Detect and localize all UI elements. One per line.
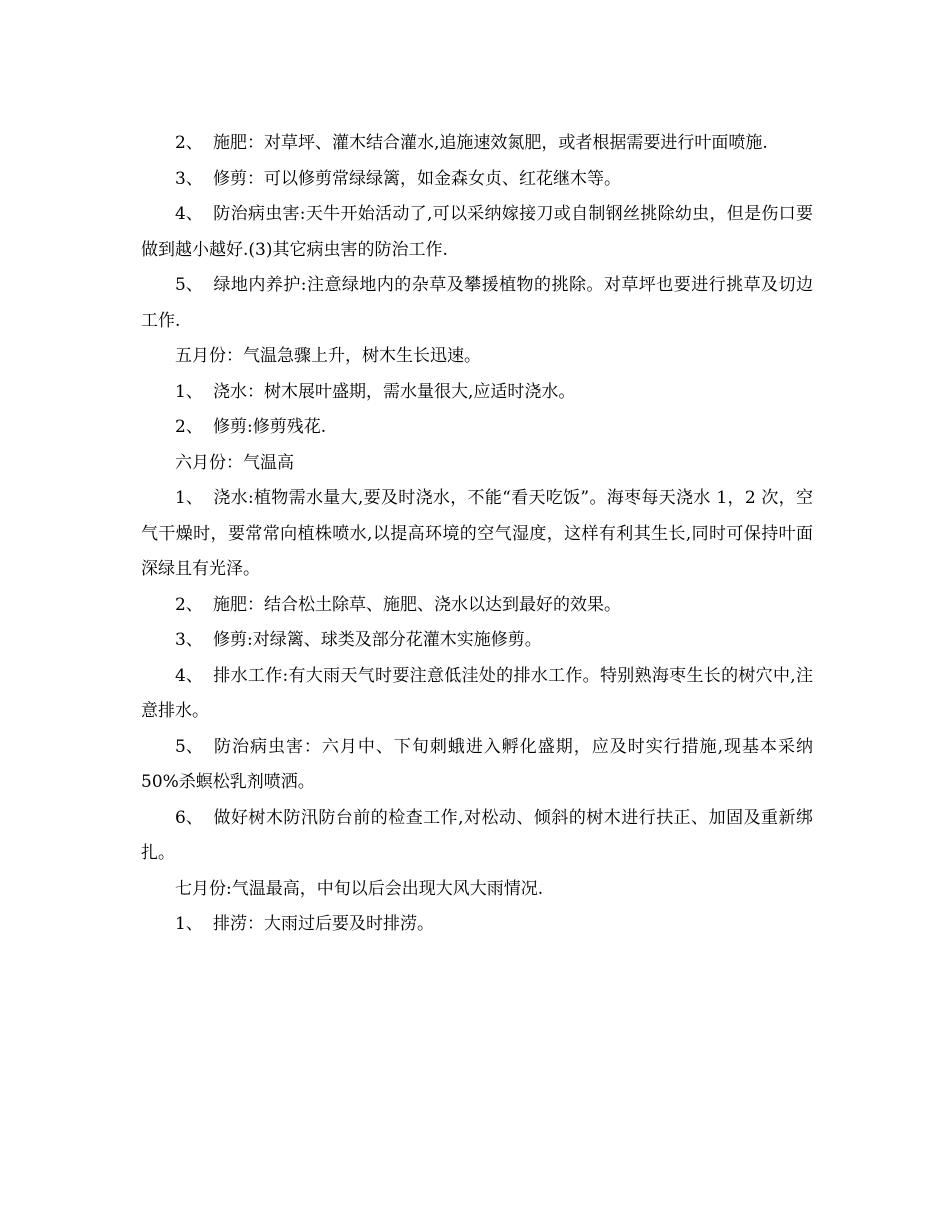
paragraph-typhoon-prep: [141, 801, 813, 872]
paragraph-text: 六月份：气温高: [175, 452, 294, 473]
paragraph-text: 修剪:对绿篱、球类及部分花灌木实施修剪。: [213, 630, 542, 650]
paragraph-green-space-care: [141, 268, 813, 339]
paragraph-text: 防治病虫害：六月中、下旬刺蛾进入孵化盛期，应及时实行措施,现基本采纳 50%杀螟松乳剂喷洒。: [141, 736, 813, 792]
heading-may: [141, 339, 813, 375]
paragraph-watering-may: [141, 375, 813, 411]
item-number: 2、: [175, 594, 203, 615]
paragraph-text: 修剪:修剪残花.: [213, 417, 327, 437]
paragraph-text: 施肥：结合松土除草、施肥、浇水以达到最好的效果。: [213, 594, 621, 615]
heading-july: [141, 872, 813, 908]
paragraph-text: 排水工作:有大雨天气时要注意低洼处的排水工作。特别熟海枣生长的树穴中,注意排水。: [141, 665, 813, 721]
paragraph-pest-control-april: [141, 197, 813, 268]
item-number: 3、: [175, 630, 203, 650]
paragraph-pruning-june: [141, 623, 813, 659]
item-number: 4、: [175, 204, 203, 224]
paragraph-fertilizing-april: [141, 126, 813, 162]
item-number: 1、: [175, 914, 203, 934]
item-number: 5、: [175, 275, 203, 295]
document-body: [141, 126, 813, 943]
paragraph-text: 五月份：气温急骤上升，树木生长迅速。: [175, 346, 481, 366]
paragraph-text: 浇水：树木展叶盛期，需水量很大,应适时浇水。: [213, 381, 576, 402]
paragraph-fertilizing-june: [141, 588, 813, 624]
paragraph-pest-control-june: [141, 730, 813, 801]
paragraph-text: 排涝：大雨过后要及时排涝。: [213, 914, 434, 934]
paragraph-watering-june: [141, 481, 813, 588]
paragraph-text: 七月份:气温最高，中旬以后会出现大风大雨情况.: [175, 878, 544, 899]
paragraph-text: 修剪：可以修剪常绿绿篱，如金森女贞、红花继木等。: [213, 168, 621, 189]
paragraph-text: 做好树木防汛防台前的检查工作,对松动、倾斜的树木进行扶正、加固及重新绑扎。: [141, 807, 813, 863]
item-number: 4、: [175, 665, 203, 686]
item-number: 1、: [175, 488, 203, 508]
item-number: 1、: [175, 381, 203, 402]
paragraph-flood-drainage-july: [141, 907, 813, 943]
paragraph-text: 施肥：对草坪、灌木结合灌水,追施速效氮肥，或者根据需要进行叶面喷施.: [213, 133, 768, 153]
paragraph-text: 绿地内养护:注意绿地内的杂草及攀援植物的挑除。对草坪也要进行挑草及切边工作.: [141, 275, 813, 331]
paragraph-text: 浇水:植物需水量大,要及时浇水，不能“看天吃饭”。海枣每天浇水 1，2 次，空气干燥时，要常常向植株喷水,以提高环境的空气湿度，这样有利其生长,同时可保持叶面深绿且有光泽。: [141, 488, 813, 579]
paragraph-drainage-june: [141, 659, 813, 730]
item-number: 2、: [175, 133, 203, 153]
paragraph-pruning-april: [141, 162, 813, 198]
item-number: 2、: [175, 417, 203, 437]
heading-june: [141, 446, 813, 482]
item-number: 6、: [175, 807, 203, 828]
item-number: 5、: [175, 736, 203, 757]
paragraph-text: 防治病虫害:天牛开始活动了,可以采纳嫁接刀或自制钢丝挑除幼虫，但是伤口要做到越小越好.(3)其它病虫害的防治工作.: [141, 204, 813, 260]
paragraph-pruning-may: [141, 410, 813, 446]
item-number: 3、: [175, 168, 203, 189]
